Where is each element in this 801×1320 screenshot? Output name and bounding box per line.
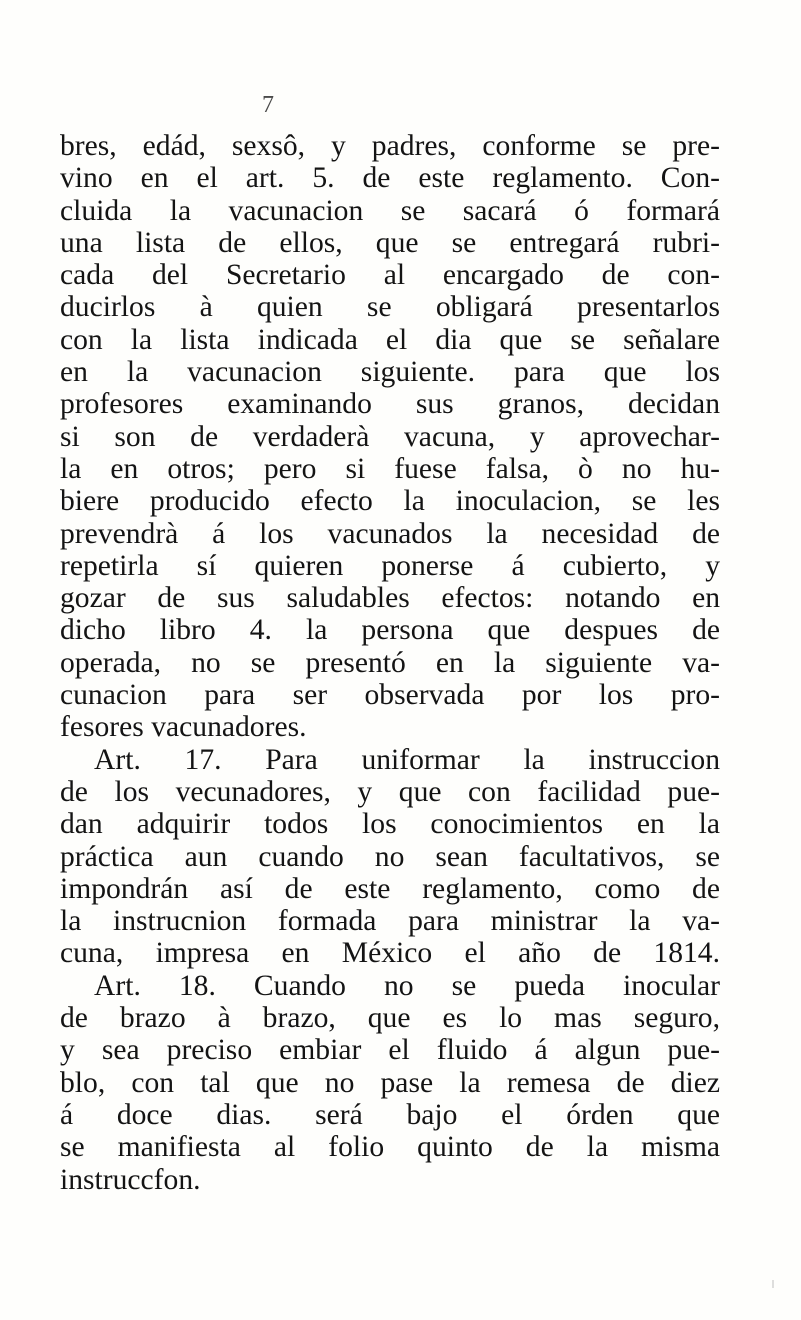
text-line-19: fesores vacunadores. xyxy=(60,711,307,744)
text-line-4: una lista de ellos, que se entregará rubri- xyxy=(60,226,720,259)
article-17-heading-line: Art. 17. Para uniformar la instruccion xyxy=(94,743,720,776)
text-line-28: de brazo à brazo, que es lo mas seguro, xyxy=(60,1002,720,1035)
text-line-24: impondrán así de este reglamento, como de xyxy=(60,872,720,905)
text-line-9: profesores examinando sus granos, decidan xyxy=(60,388,720,421)
text-line-32: se manifiesta al folio quinto de la misma xyxy=(60,1131,720,1164)
text-line-17: operada, no se presentó en la siguiente va- xyxy=(60,646,720,679)
text-line-12: biere producido efecto la inoculacion, se les xyxy=(60,485,720,518)
text-line-3: cluida la vacunacion se sacará ó formará xyxy=(60,194,720,227)
text-line-5: cada del Secretario al encargado de con- xyxy=(60,259,720,292)
text-line-29: y sea preciso embiar el fluido á algun pue- xyxy=(60,1034,720,1067)
text-line-13: prevendrà á los vacunados la necesidad de xyxy=(60,517,720,550)
text-line-26: cuna, impresa en México el año de 1814. xyxy=(60,937,720,970)
text-line-10: si son de verdaderà vacuna, y aprovechar- xyxy=(60,420,720,453)
text-line-30: blo, con tal que no pase la remesa de diez xyxy=(60,1066,720,1099)
text-line-15: gozar de sus saludables efectos: notando en xyxy=(60,582,720,615)
text-line-11: la en otros; pero si fuese falsa, ò no hu- xyxy=(60,452,720,485)
text-line-1: bres, edád, sexsô, y padres, conforme se pre- xyxy=(60,130,720,162)
body-text xyxy=(60,130,720,1196)
page-number: 7 xyxy=(262,92,274,118)
text-line-21: de los vecunadores, y que con facilidad pue- xyxy=(60,775,720,808)
text-line-8: en la vacunacion siguiente. para que los xyxy=(60,356,720,389)
text-line-14: repetirla sí quieren ponerse á cubierto, y xyxy=(60,549,720,582)
text-line-31: á doce dias. será bajo el órden que xyxy=(60,1098,720,1131)
text-line-25: la instrucnion formada para ministrar la va- xyxy=(60,905,720,938)
text-line-6: ducirlos à quien se obligará presentarlos xyxy=(60,291,720,324)
text-line-2: vino en el art. 5. de este reglamento. Con- xyxy=(60,162,720,195)
article-18-heading-line: Art. 18. Cuando no se pueda inocular xyxy=(94,969,720,1002)
text-line-22: dan adquirir todos los conocimientos en la xyxy=(60,808,720,841)
text-line-7: con la lista indicada el dia que se señalare xyxy=(60,323,720,356)
text-line-16: dicho libro 4. la persona que despues de xyxy=(60,614,720,647)
text-line-18: cunacion para ser observada por los pro- xyxy=(60,679,720,712)
paper-speck xyxy=(772,1280,774,1288)
text-line-33: instruccfon. xyxy=(60,1163,201,1196)
text-line-23: práctiсa aun cuando no sean facultativos, se xyxy=(60,840,720,873)
